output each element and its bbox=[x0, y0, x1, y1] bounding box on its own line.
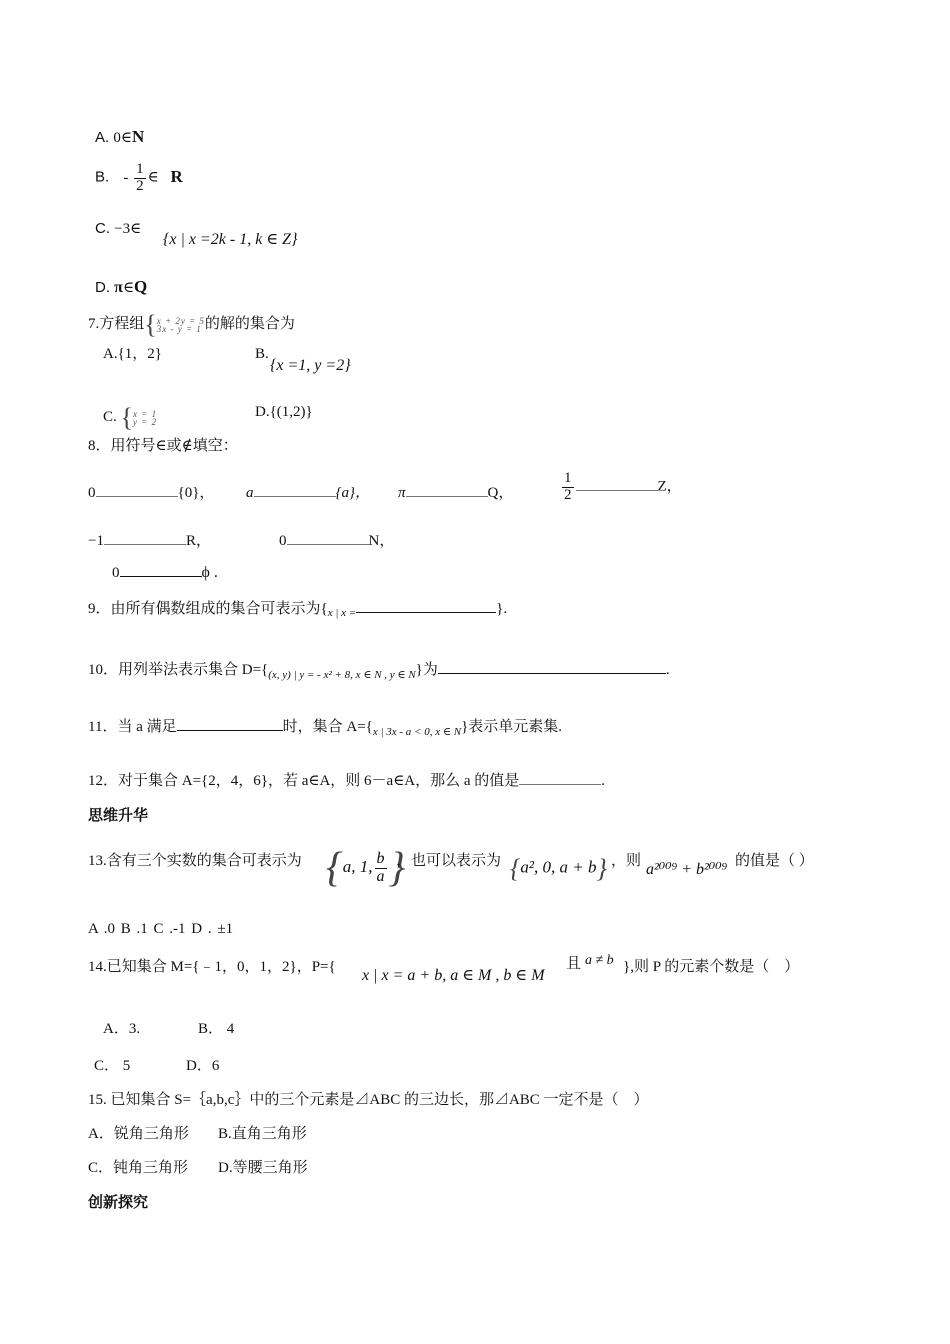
q9: 9．由所有偶数组成的集合可表示为{$_{x | x =}$ }. bbox=[88, 598, 507, 620]
set-symbol: Q bbox=[134, 277, 148, 296]
q14-option-c: C． 5 bbox=[94, 1058, 131, 1074]
q8-stem: 8．用符号∈或∉填空： bbox=[88, 438, 238, 454]
option-label: B. bbox=[95, 168, 114, 186]
fraction: $\frac{b}{a}$ bbox=[376, 849, 385, 885]
q14-condition: a ≠ b bbox=[585, 953, 614, 968]
q14-stem: 14.已知集合 M={﹣1，0，1，2}，P={ bbox=[88, 959, 336, 975]
q10-stem: 10．用列举法表示集合 D={ bbox=[88, 662, 269, 678]
q11: 11．当 a 满足 时，集合 $A=\{_{x | 3x - a < 0, x \in N}\}$表示单元素集. bbox=[88, 716, 562, 739]
equation-system: x + 2y = 5 3x - y = 1 bbox=[156, 315, 205, 334]
q13-options: A .0 B .1 C .-1 D . ±1 bbox=[88, 921, 234, 937]
option-label: C. bbox=[95, 220, 115, 237]
answer-blank[interactable] bbox=[356, 598, 496, 613]
q14-option-a: A．3. bbox=[103, 1021, 141, 1037]
q7-option-c bbox=[103, 402, 157, 433]
set-builder-expr: {x | x =2k - 1, k ∈ Z} bbox=[163, 231, 298, 248]
q14-and-text: 且 bbox=[566, 956, 582, 972]
section-heading-thinking: 思维升华 bbox=[88, 806, 149, 824]
q7-stem-prefix: 7.方程组 bbox=[88, 316, 145, 333]
answer-blank[interactable] bbox=[576, 476, 658, 491]
set-builder-expr: (x, y) | y = - x² + 8, x ∈ N , y ∈ N bbox=[268, 669, 416, 681]
brace: { bbox=[120, 403, 133, 432]
q7-option-b-label: B. bbox=[255, 346, 269, 362]
q14-option-b: B． 4 bbox=[198, 1021, 235, 1037]
q6-option-a bbox=[95, 127, 144, 147]
q13-power-expr: a²⁰⁰⁹ + b²⁰⁰⁹ bbox=[646, 861, 728, 878]
q13-set-2: {a², 0, a + b} bbox=[510, 854, 607, 883]
brace: { bbox=[144, 310, 157, 339]
q7-option-d: D.{(1,2)} bbox=[255, 404, 313, 420]
q14-tail: },则 P 的元素个数是（ ） bbox=[623, 959, 800, 975]
q10: 10．用列举法表示集合 $D=\{_{(x, y) | y = - x^2 + 8, x \in N , y \in N}\}$为 . bbox=[88, 659, 670, 682]
q15-option-d: D.等腰三角形 bbox=[218, 1160, 308, 1176]
q13-mid-text: ，也可以表示为 bbox=[396, 853, 502, 869]
option-label: D. bbox=[95, 279, 115, 296]
q12: 12．对于集合 A={2，4，6}，若 a∈A，则 6－a∈A，那么 a 的值是 . bbox=[88, 770, 605, 790]
q15-stem: 15. 已知集合 S=｛a,b,c｝中的三个元素是⊿ABC 的三边长，那⊿ABC 一定不是（ ） bbox=[88, 1092, 649, 1108]
option-label: A. bbox=[95, 129, 114, 146]
q13-stem: 13.含有三个实数的集合可表示为 bbox=[88, 853, 302, 869]
q9-stem: 9．由所有偶数组成的集合可表示为{ bbox=[88, 601, 328, 617]
equation-system: x = 1 y = 2 bbox=[133, 408, 158, 427]
q15-option-a: A．锐角三角形 bbox=[88, 1126, 189, 1142]
answer-blank[interactable] bbox=[177, 716, 283, 731]
answer-blank[interactable] bbox=[96, 482, 178, 497]
q8-blank-1: 0 {0}， bbox=[88, 482, 214, 502]
q7-stem bbox=[88, 309, 295, 340]
q8-blank-6: 0 N， bbox=[279, 530, 394, 550]
q11-stem: 11．当 a 满足 bbox=[88, 719, 177, 735]
q8-blank-3: π Q， bbox=[398, 482, 513, 502]
q6-option-d bbox=[95, 277, 147, 297]
q13-set-1: {a, 1, $\frac{b}{a}$ } bbox=[326, 845, 406, 891]
answer-blank[interactable] bbox=[406, 482, 488, 497]
answer-blank[interactable] bbox=[287, 530, 369, 545]
option-label: C. bbox=[103, 409, 117, 426]
option-expr: −3∈ bbox=[114, 221, 142, 237]
q12-stem: 12．对于集合 A={2，4，6}，若 a∈A，则 6－a∈A，那么 a 的值是 bbox=[88, 773, 520, 789]
q13-tail: 的值是（ ） bbox=[735, 853, 814, 869]
q8-blank-4: $\frac{1}{2}$ Z， bbox=[564, 470, 682, 503]
set-builder-expr: x | 3x - a < 0, x ∈ N bbox=[372, 726, 462, 738]
q15-option-c: C．钝角三角形 bbox=[88, 1160, 189, 1176]
set-symbol: N bbox=[131, 127, 145, 146]
q7-option-a: A.{1，2} bbox=[103, 346, 162, 362]
element-of-symbol: ∈ bbox=[147, 169, 159, 186]
q15-option-b: B.直角三角形 bbox=[218, 1126, 307, 1142]
q8-blank-2: a {a}， bbox=[246, 482, 370, 502]
q6-option-c bbox=[95, 220, 141, 238]
q6-option-b bbox=[95, 162, 183, 195]
q7-stem-suffix: 的解的集合为 bbox=[204, 316, 295, 333]
fraction: $\frac{1}{2}$ bbox=[136, 161, 144, 194]
q7-option-b-set: {x =1, y =2} bbox=[270, 357, 351, 374]
q8-blank-5: −1 R， bbox=[88, 530, 211, 550]
set-symbol: R bbox=[170, 166, 183, 186]
minus-sign: - bbox=[123, 169, 129, 186]
q14-option-d: D．6 bbox=[186, 1058, 220, 1074]
set-builder-expr: x | x = bbox=[327, 607, 357, 619]
set-builder-expr: x | x = a + b, a ∈ M , b ∈ M bbox=[362, 967, 545, 984]
element-of-symbol: ∈ bbox=[122, 280, 135, 296]
option-expr: 0∈ bbox=[113, 130, 132, 146]
answer-blank[interactable] bbox=[104, 530, 186, 545]
section-heading-innovation: 创新探究 bbox=[88, 1193, 149, 1211]
answer-blank[interactable] bbox=[120, 562, 202, 577]
fraction: $\frac{1}{2}$ bbox=[564, 470, 572, 503]
answer-blank[interactable] bbox=[519, 770, 601, 785]
answer-blank[interactable] bbox=[438, 659, 666, 674]
q8-blank-7: 0 ϕ . bbox=[112, 564, 218, 581]
answer-blank[interactable] bbox=[254, 482, 336, 497]
pi-symbol: π bbox=[114, 279, 123, 296]
q13-then-text: ，则 bbox=[611, 853, 642, 869]
